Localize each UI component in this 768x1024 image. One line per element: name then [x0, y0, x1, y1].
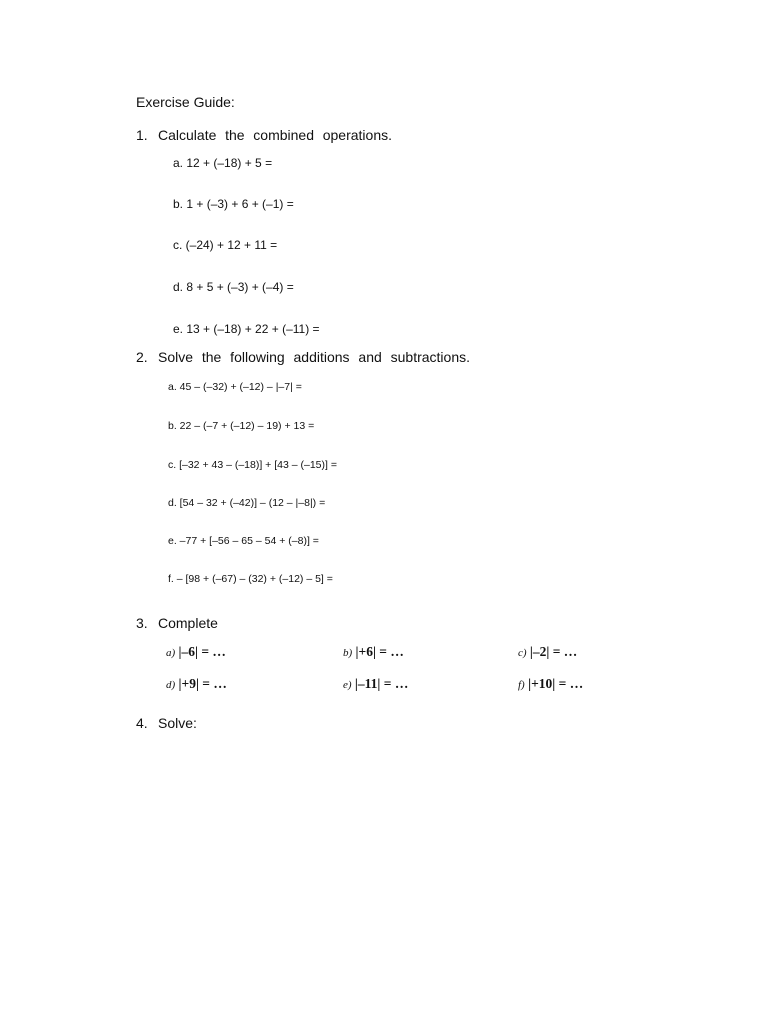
q2-item-b: b. 22 – (–7 + (–12) – 19) + 13 =	[168, 420, 315, 432]
item-expression: |+6| = …	[355, 644, 404, 659]
question-4-title	[136, 715, 197, 731]
question-1-title	[136, 127, 392, 143]
q3-item-c	[518, 644, 577, 660]
q1-item-d: d. 8 + 5 + (–3) + (–4) =	[173, 280, 294, 294]
item-label: c)	[518, 647, 527, 659]
item-expression: |–11| = …	[354, 676, 409, 691]
question-number: 1.	[136, 127, 148, 143]
item-label: d)	[166, 679, 176, 691]
item-label: a)	[166, 647, 176, 659]
item-expression: |+9| = …	[178, 676, 227, 691]
question-text: Calculate the combined operations.	[158, 127, 392, 143]
q1-item-c: c. (–24) + 12 + 11 =	[173, 238, 278, 252]
page-heading: Exercise Guide:	[136, 94, 235, 110]
question-number: 3.	[136, 615, 148, 631]
q2-item-a: a. 45 – (–32) + (–12) – |–7| =	[168, 381, 302, 393]
q3-item-e	[343, 676, 408, 692]
item-expression: |+10| = …	[528, 676, 584, 691]
q2-item-c: c. [–32 + 43 – (–18)] + [43 – (–15)] =	[168, 459, 337, 471]
question-number: 4.	[136, 715, 148, 731]
item-label: b)	[343, 647, 353, 659]
question-3-title	[136, 615, 218, 631]
q3-item-d	[166, 676, 227, 692]
question-number: 2.	[136, 349, 148, 365]
q1-item-a: a. 12 + (–18) + 5 =	[173, 156, 273, 170]
q3-item-a	[166, 644, 226, 660]
q2-item-e: e. –77 + [–56 – 65 – 54 + (–8)] =	[168, 535, 319, 547]
q2-item-f: f. – [98 + (–67) – (32) + (–12) – 5] =	[168, 573, 333, 585]
item-expression: |–6| = …	[178, 644, 226, 659]
item-label: e)	[343, 679, 352, 691]
item-label: f)	[518, 679, 525, 691]
item-expression: |–2| = …	[529, 644, 578, 659]
question-2-title	[136, 349, 470, 365]
q1-item-e: e. 13 + (–18) + 22 + (–11) =	[173, 322, 320, 336]
question-text: Solve:	[158, 715, 197, 731]
q3-item-b	[343, 644, 404, 660]
q3-item-f	[518, 676, 583, 692]
question-text: Complete	[158, 615, 218, 631]
q2-item-d: d. [54 – 32 + (–42)] – (12 – |–8|) =	[168, 497, 326, 509]
question-text: Solve the following additions and subtractions.	[158, 349, 470, 365]
q1-item-b: b. 1 + (–3) + 6 + (–1) =	[173, 197, 294, 211]
